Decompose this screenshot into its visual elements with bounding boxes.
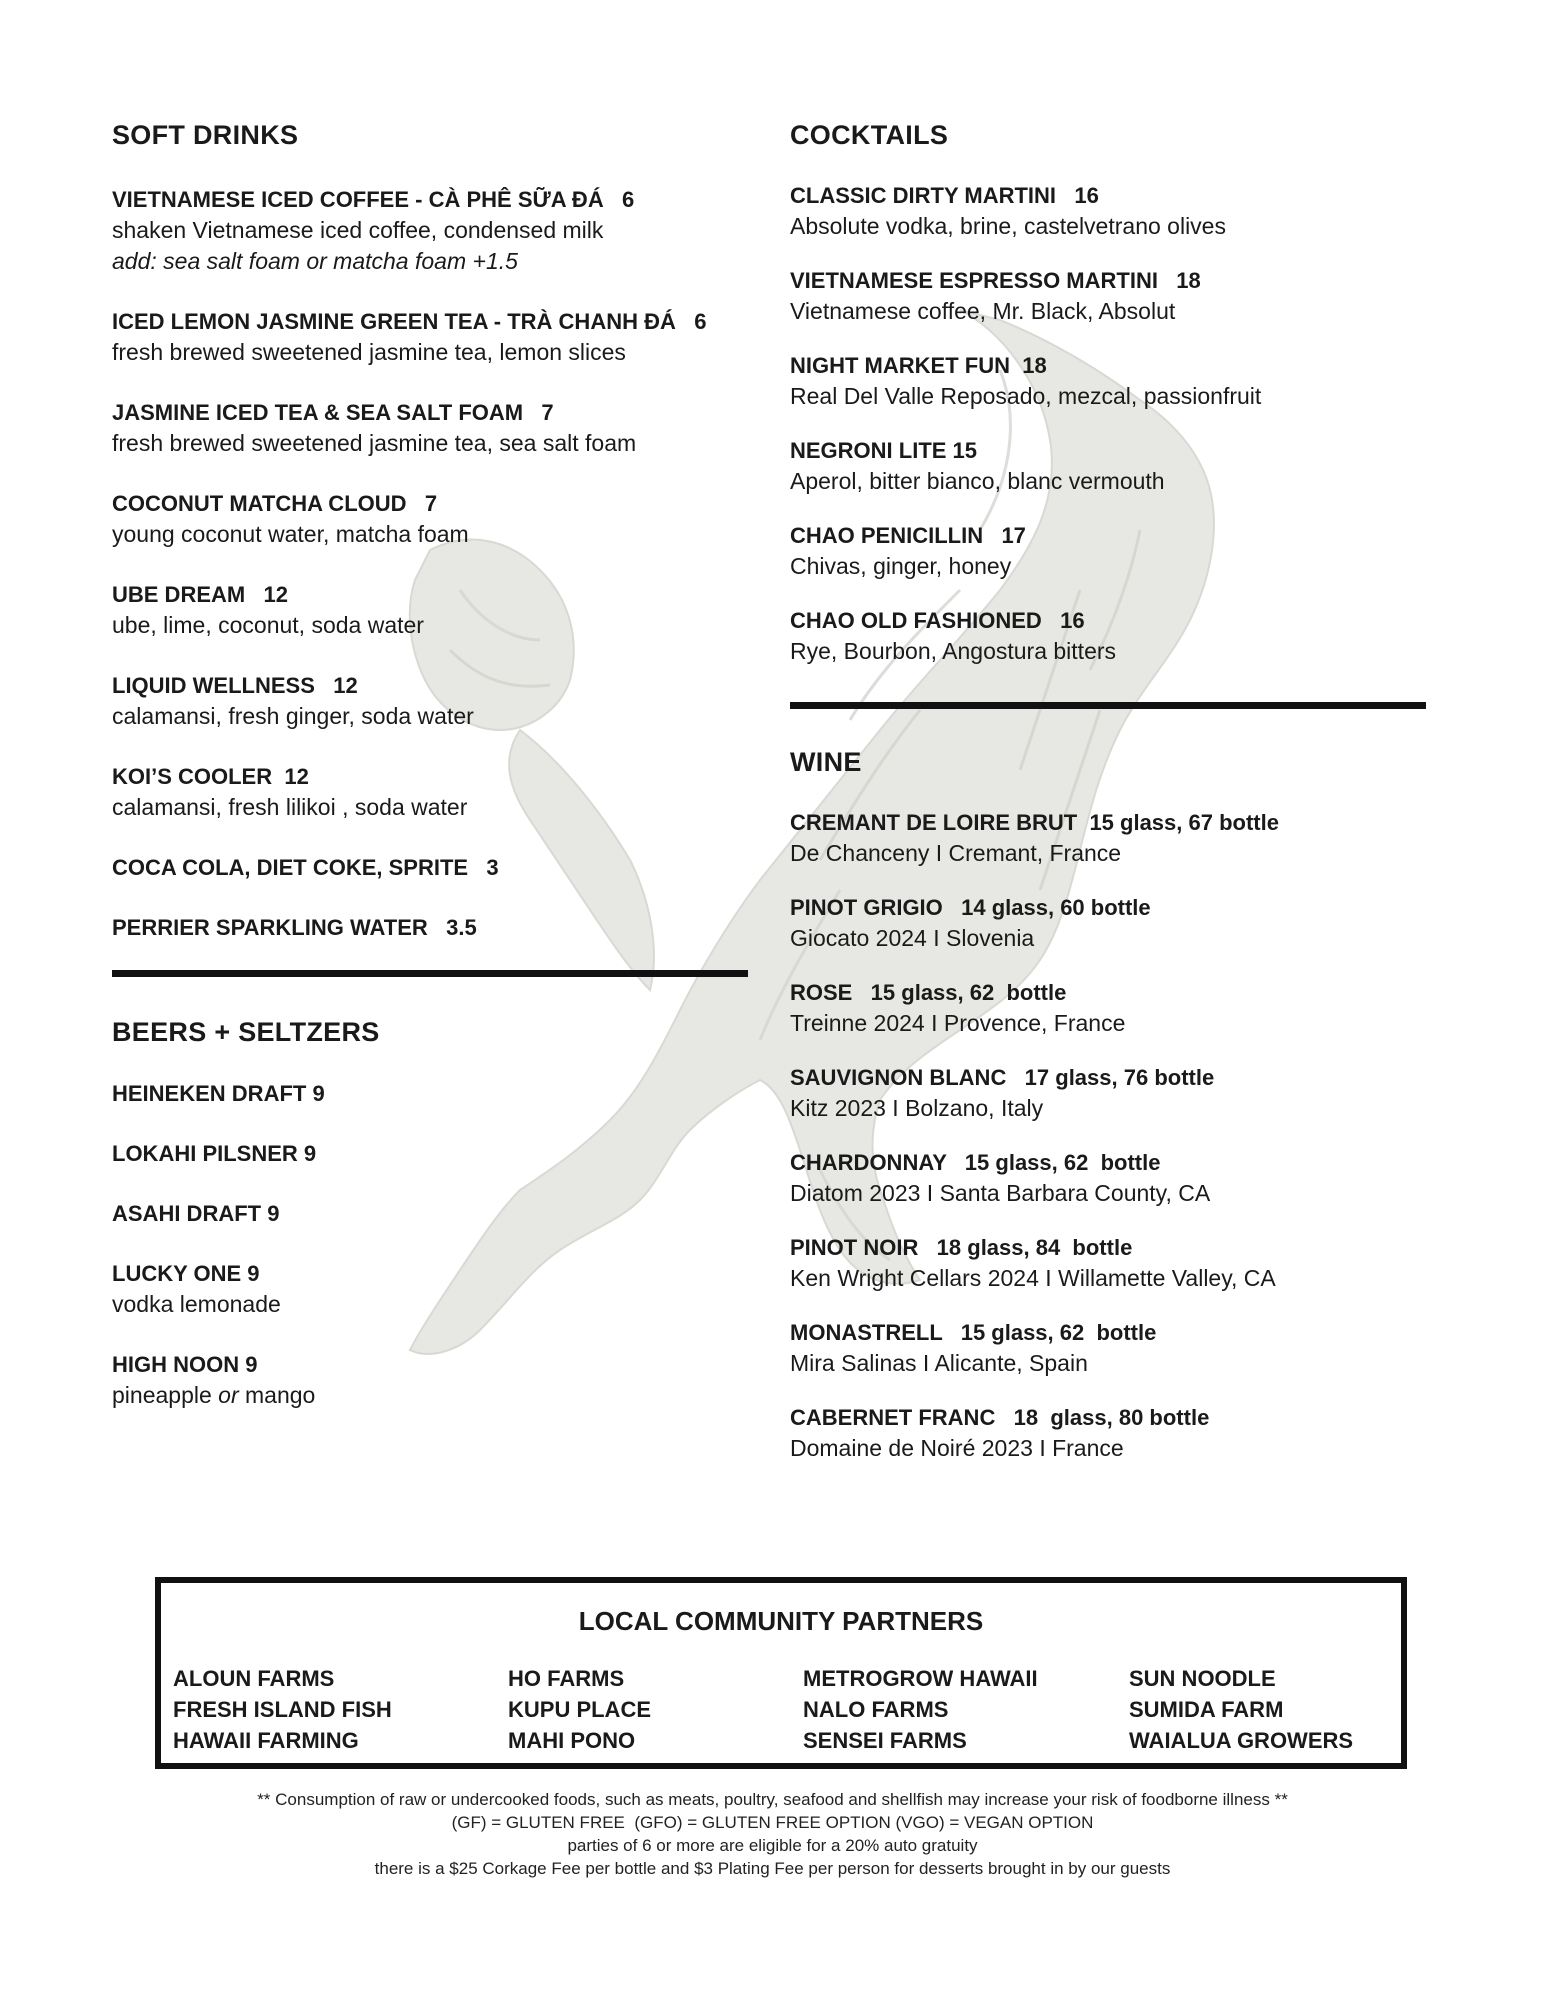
item-description: Vietnamese coffee, Mr. Black, Absolut bbox=[790, 298, 1176, 324]
right-column bbox=[790, 118, 1426, 690]
item-name: ASAHI DRAFT 9 bbox=[112, 1201, 280, 1226]
menu-item bbox=[112, 1258, 748, 1320]
item-description: Diatom 2023 I Santa Barbara County, CA bbox=[790, 1180, 1211, 1206]
item-name: ICED LEMON JASMINE GREEN TEA - TRÀ CHANH ĐÁ 6 bbox=[112, 309, 707, 334]
menu-item bbox=[112, 1349, 748, 1411]
item-name: PERRIER SPARKLING WATER 3.5 bbox=[112, 915, 477, 940]
item-name: LIQUID WELLNESS 12 bbox=[112, 673, 358, 698]
soft-drinks-section bbox=[112, 118, 748, 943]
item-name: MONASTRELL 15 glass, 62 bottle bbox=[790, 1320, 1157, 1345]
menu-item bbox=[112, 912, 748, 943]
item-description: fresh brewed sweetened jasmine tea, lemon slices bbox=[112, 339, 626, 365]
partner-name: SUMIDA FARM bbox=[1129, 1697, 1284, 1722]
item-name: COCA COLA, DIET COKE, SPRITE 3 bbox=[112, 855, 499, 880]
item-name: NEGRONI LITE 15 bbox=[790, 438, 978, 463]
item-name: VIETNAMESE ESPRESSO MARTINI 18 bbox=[790, 268, 1201, 293]
item-name: HEINEKEN DRAFT 9 bbox=[112, 1081, 325, 1106]
partners-column bbox=[508, 1663, 651, 1756]
menu-item bbox=[112, 852, 748, 883]
item-description: ube, lime, coconut, soda water bbox=[112, 612, 424, 638]
item-description: Real Del Valle Reposado, mezcal, passionfruit bbox=[790, 383, 1262, 409]
wine-list bbox=[790, 807, 1426, 1464]
item-description: De Chanceny I Cremant, France bbox=[790, 840, 1122, 866]
menu-item bbox=[112, 1138, 748, 1169]
section-divider bbox=[790, 702, 1426, 709]
partner-name: FRESH ISLAND FISH bbox=[173, 1697, 392, 1722]
item-description: fresh brewed sweetened jasmine tea, sea salt foam bbox=[112, 430, 637, 456]
menu-item bbox=[790, 520, 1426, 582]
partner-name: WAIALUA GROWERS bbox=[1129, 1728, 1354, 1753]
menu-item bbox=[112, 184, 748, 277]
menu-item bbox=[112, 1078, 748, 1109]
item-name: ROSE 15 glass, 62 bottle bbox=[790, 980, 1067, 1005]
partner-name: SENSEI FARMS bbox=[803, 1728, 967, 1753]
beers-section bbox=[112, 1015, 748, 1411]
menu-item bbox=[112, 306, 748, 368]
menu-item bbox=[790, 1147, 1426, 1209]
item-name: LUCKY ONE 9 bbox=[112, 1261, 260, 1286]
item-name: PINOT NOIR 18 glass, 84 bottle bbox=[790, 1235, 1133, 1260]
footer-notes bbox=[0, 1788, 1545, 1880]
item-description: calamansi, fresh lilikoi , soda water bbox=[112, 794, 468, 820]
left-column-lower bbox=[112, 1015, 748, 1440]
wine-section bbox=[790, 745, 1426, 1464]
wine-heading: WINE bbox=[790, 747, 862, 777]
item-name: VIETNAMESE ICED COFFEE - CÀ PHÊ SỮA ĐÁ 6 bbox=[112, 187, 635, 212]
right-column-lower bbox=[790, 745, 1426, 1487]
item-name: CREMANT DE LOIRE BRUT 15 glass, 67 bottle bbox=[790, 810, 1279, 835]
item-name: PINOT GRIGIO 14 glass, 60 bottle bbox=[790, 895, 1151, 920]
cocktails-section bbox=[790, 118, 1426, 667]
menu-item bbox=[790, 977, 1426, 1039]
item-name: HIGH NOON 9 bbox=[112, 1352, 258, 1377]
menu-item bbox=[790, 435, 1426, 497]
item-description: Ken Wright Cellars 2024 I Willamette Valley, CA bbox=[790, 1265, 1276, 1291]
item-description: Domaine de Noiré 2023 I France bbox=[790, 1435, 1124, 1461]
partner-name: HAWAII FARMING bbox=[173, 1728, 359, 1753]
desc-part: mango bbox=[238, 1382, 316, 1408]
item-description: Mira Salinas I Alicante, Spain bbox=[790, 1350, 1088, 1376]
menu-item bbox=[790, 1402, 1426, 1464]
item-description: Absolute vodka, brine, castelvetrano olives bbox=[790, 213, 1226, 239]
partners-column bbox=[173, 1663, 392, 1756]
footer-line: parties of 6 or more are eligible for a 20% auto gratuity bbox=[567, 1836, 978, 1855]
menu-item bbox=[112, 579, 748, 641]
partner-name: NALO FARMS bbox=[803, 1697, 949, 1722]
menu-item bbox=[790, 605, 1426, 667]
item-description: vodka lemonade bbox=[112, 1291, 281, 1317]
item-name: CHAO PENICILLIN 17 bbox=[790, 523, 1026, 548]
menu-item bbox=[112, 670, 748, 732]
partners-column bbox=[803, 1663, 1038, 1756]
community-partners-box bbox=[155, 1577, 1407, 1769]
partner-name: KUPU PLACE bbox=[508, 1697, 652, 1722]
cocktails-heading: COCKTAILS bbox=[790, 120, 949, 150]
item-name: COCONUT MATCHA CLOUD 7 bbox=[112, 491, 438, 516]
menu-item bbox=[790, 180, 1426, 242]
item-description: Kitz 2023 I Bolzano, Italy bbox=[790, 1095, 1044, 1121]
item-description: Rye, Bourbon, Angostura bitters bbox=[790, 638, 1117, 664]
item-name: UBE DREAM 12 bbox=[112, 582, 289, 607]
item-name: SAUVIGNON BLANC 17 glass, 76 bottle bbox=[790, 1065, 1215, 1090]
item-add-on-note: add: sea salt foam or matcha foam +1.5 bbox=[112, 248, 518, 274]
item-name: CABERNET FRANC 18 glass, 80 bottle bbox=[790, 1405, 1210, 1430]
partner-name: SUN NOODLE bbox=[1129, 1666, 1276, 1691]
item-name: KOI’S COOLER 12 bbox=[112, 764, 309, 789]
item-description: calamansi, fresh ginger, soda water bbox=[112, 703, 474, 729]
footer-line: there is a $25 Corkage Fee per bottle and $3 Plating Fee per person for desserts brought in by our guests bbox=[374, 1859, 1171, 1878]
partner-name: METROGROW HAWAII bbox=[803, 1666, 1038, 1691]
item-description: Chivas, ginger, honey bbox=[790, 553, 1012, 579]
soft-drinks-heading: SOFT DRINKS bbox=[112, 120, 299, 150]
menu-item bbox=[112, 1198, 748, 1229]
footer-line: ** Consumption of raw or undercooked foods, such as meats, poultry, seafood and shellfish may increase your risk of foodborne illness ** bbox=[257, 1790, 1288, 1809]
item-name: LOKAHI PILSNER 9 bbox=[112, 1141, 317, 1166]
item-name: CHARDONNAY 15 glass, 62 bottle bbox=[790, 1150, 1161, 1175]
menu-item bbox=[112, 397, 748, 459]
menu-item bbox=[790, 1062, 1426, 1124]
item-description bbox=[112, 1380, 748, 1411]
desc-part: pineapple bbox=[112, 1382, 219, 1408]
item-description: Aperol, bitter bianco, blanc vermouth bbox=[790, 468, 1165, 494]
section-divider bbox=[112, 970, 748, 977]
partner-name: ALOUN FARMS bbox=[173, 1666, 335, 1691]
partner-name: HO FARMS bbox=[508, 1666, 625, 1691]
menu-item bbox=[790, 892, 1426, 954]
item-name: CLASSIC DIRTY MARTINI 16 bbox=[790, 183, 1099, 208]
partner-name: MAHI PONO bbox=[508, 1728, 636, 1753]
item-description: young coconut water, matcha foam bbox=[112, 521, 469, 547]
cocktails-list bbox=[790, 180, 1426, 667]
beers-heading: BEERS + SELTZERS bbox=[112, 1017, 380, 1047]
soft-drinks-list bbox=[112, 184, 748, 943]
item-description: Treinne 2024 I Provence, France bbox=[790, 1010, 1126, 1036]
menu-item bbox=[790, 807, 1426, 869]
item-name: CHAO OLD FASHIONED 16 bbox=[790, 608, 1085, 633]
menu-item bbox=[790, 350, 1426, 412]
item-name: NIGHT MARKET FUN 18 bbox=[790, 353, 1047, 378]
desc-emphasis: or bbox=[218, 1382, 239, 1408]
item-description: shaken Vietnamese iced coffee, condensed milk bbox=[112, 217, 604, 243]
menu-item bbox=[790, 265, 1426, 327]
menu-item bbox=[790, 1317, 1426, 1379]
item-name: JASMINE ICED TEA & SEA SALT FOAM 7 bbox=[112, 400, 554, 425]
menu-item bbox=[112, 488, 748, 550]
partners-column bbox=[1129, 1663, 1353, 1756]
menu-item bbox=[790, 1232, 1426, 1294]
partners-heading: LOCAL COMMUNITY PARTNERS bbox=[578, 1606, 984, 1636]
item-description: Giocato 2024 I Slovenia bbox=[790, 925, 1035, 951]
menu-item bbox=[112, 761, 748, 823]
beers-list bbox=[112, 1078, 748, 1411]
left-column bbox=[112, 118, 748, 972]
footer-line: (GF) = GLUTEN FREE (GFO) = GLUTEN FREE OPTION (VGO) = VEGAN OPTION bbox=[451, 1813, 1094, 1832]
